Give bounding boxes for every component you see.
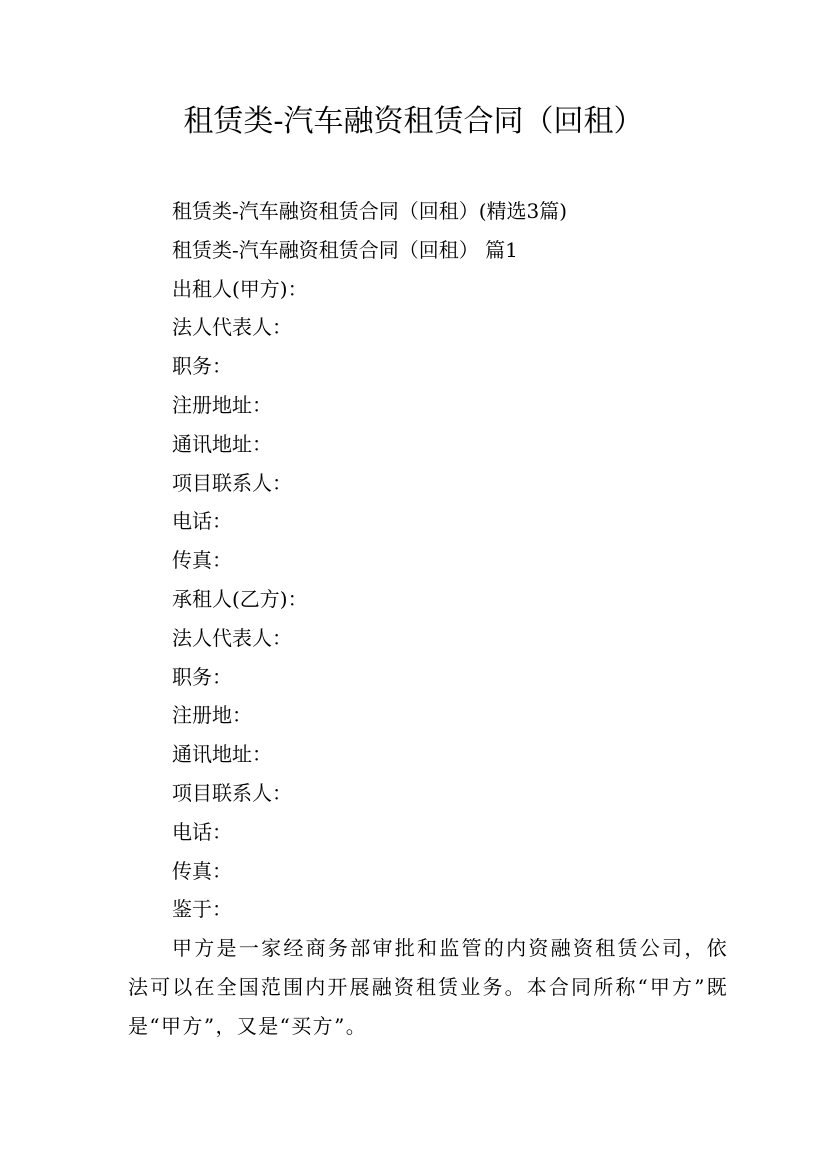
lessor-position-label: 职务： [172,354,232,379]
lessor-contact-label: 项目联系人： [172,470,292,495]
lessee-position-label: 职务： [172,664,232,689]
lessee-mailing-address-label: 通讯地址： [172,742,272,767]
lessor-legal-rep-label: 法人代表人： [172,315,292,340]
section-heading: 租赁类-汽车融资租赁合同（回租） 篇1 [172,237,518,262]
lessor-fax-label: 传真： [172,548,232,573]
subtitle-line: 租赁类-汽车融资租赁合同（回租）(精选3篇) [172,199,568,223]
lessor-mailing-address-label: 通讯地址： [172,431,272,456]
body-paragraph: 甲方是一家经商务部审批和监管的内资融资租赁公司，依法可以在全国范围内开展融资租赁业务。本合同所称“甲方”既是“甲方”，又是“买方”。 [128,936,728,1038]
lessee-registered-address-label: 注册地： [172,703,252,728]
lessee-legal-rep-label: 法人代表人： [172,625,292,650]
lessor-registered-address-label: 注册地址： [172,392,272,417]
document-body [128,192,728,1046]
whereas-label: 鉴于： [172,897,232,922]
lessor-label: 出租人(甲方)： [172,276,308,301]
lessee-contact-label: 项目联系人： [172,780,292,805]
document-title: 租赁类-汽车融资租赁合同（回租） [183,104,644,139]
lessee-fax-label: 传真： [172,858,232,883]
lessor-phone-label: 电话： [172,509,232,534]
lessee-label: 承租人(乙方)： [172,586,308,611]
lessee-phone-label: 电话： [172,819,232,844]
